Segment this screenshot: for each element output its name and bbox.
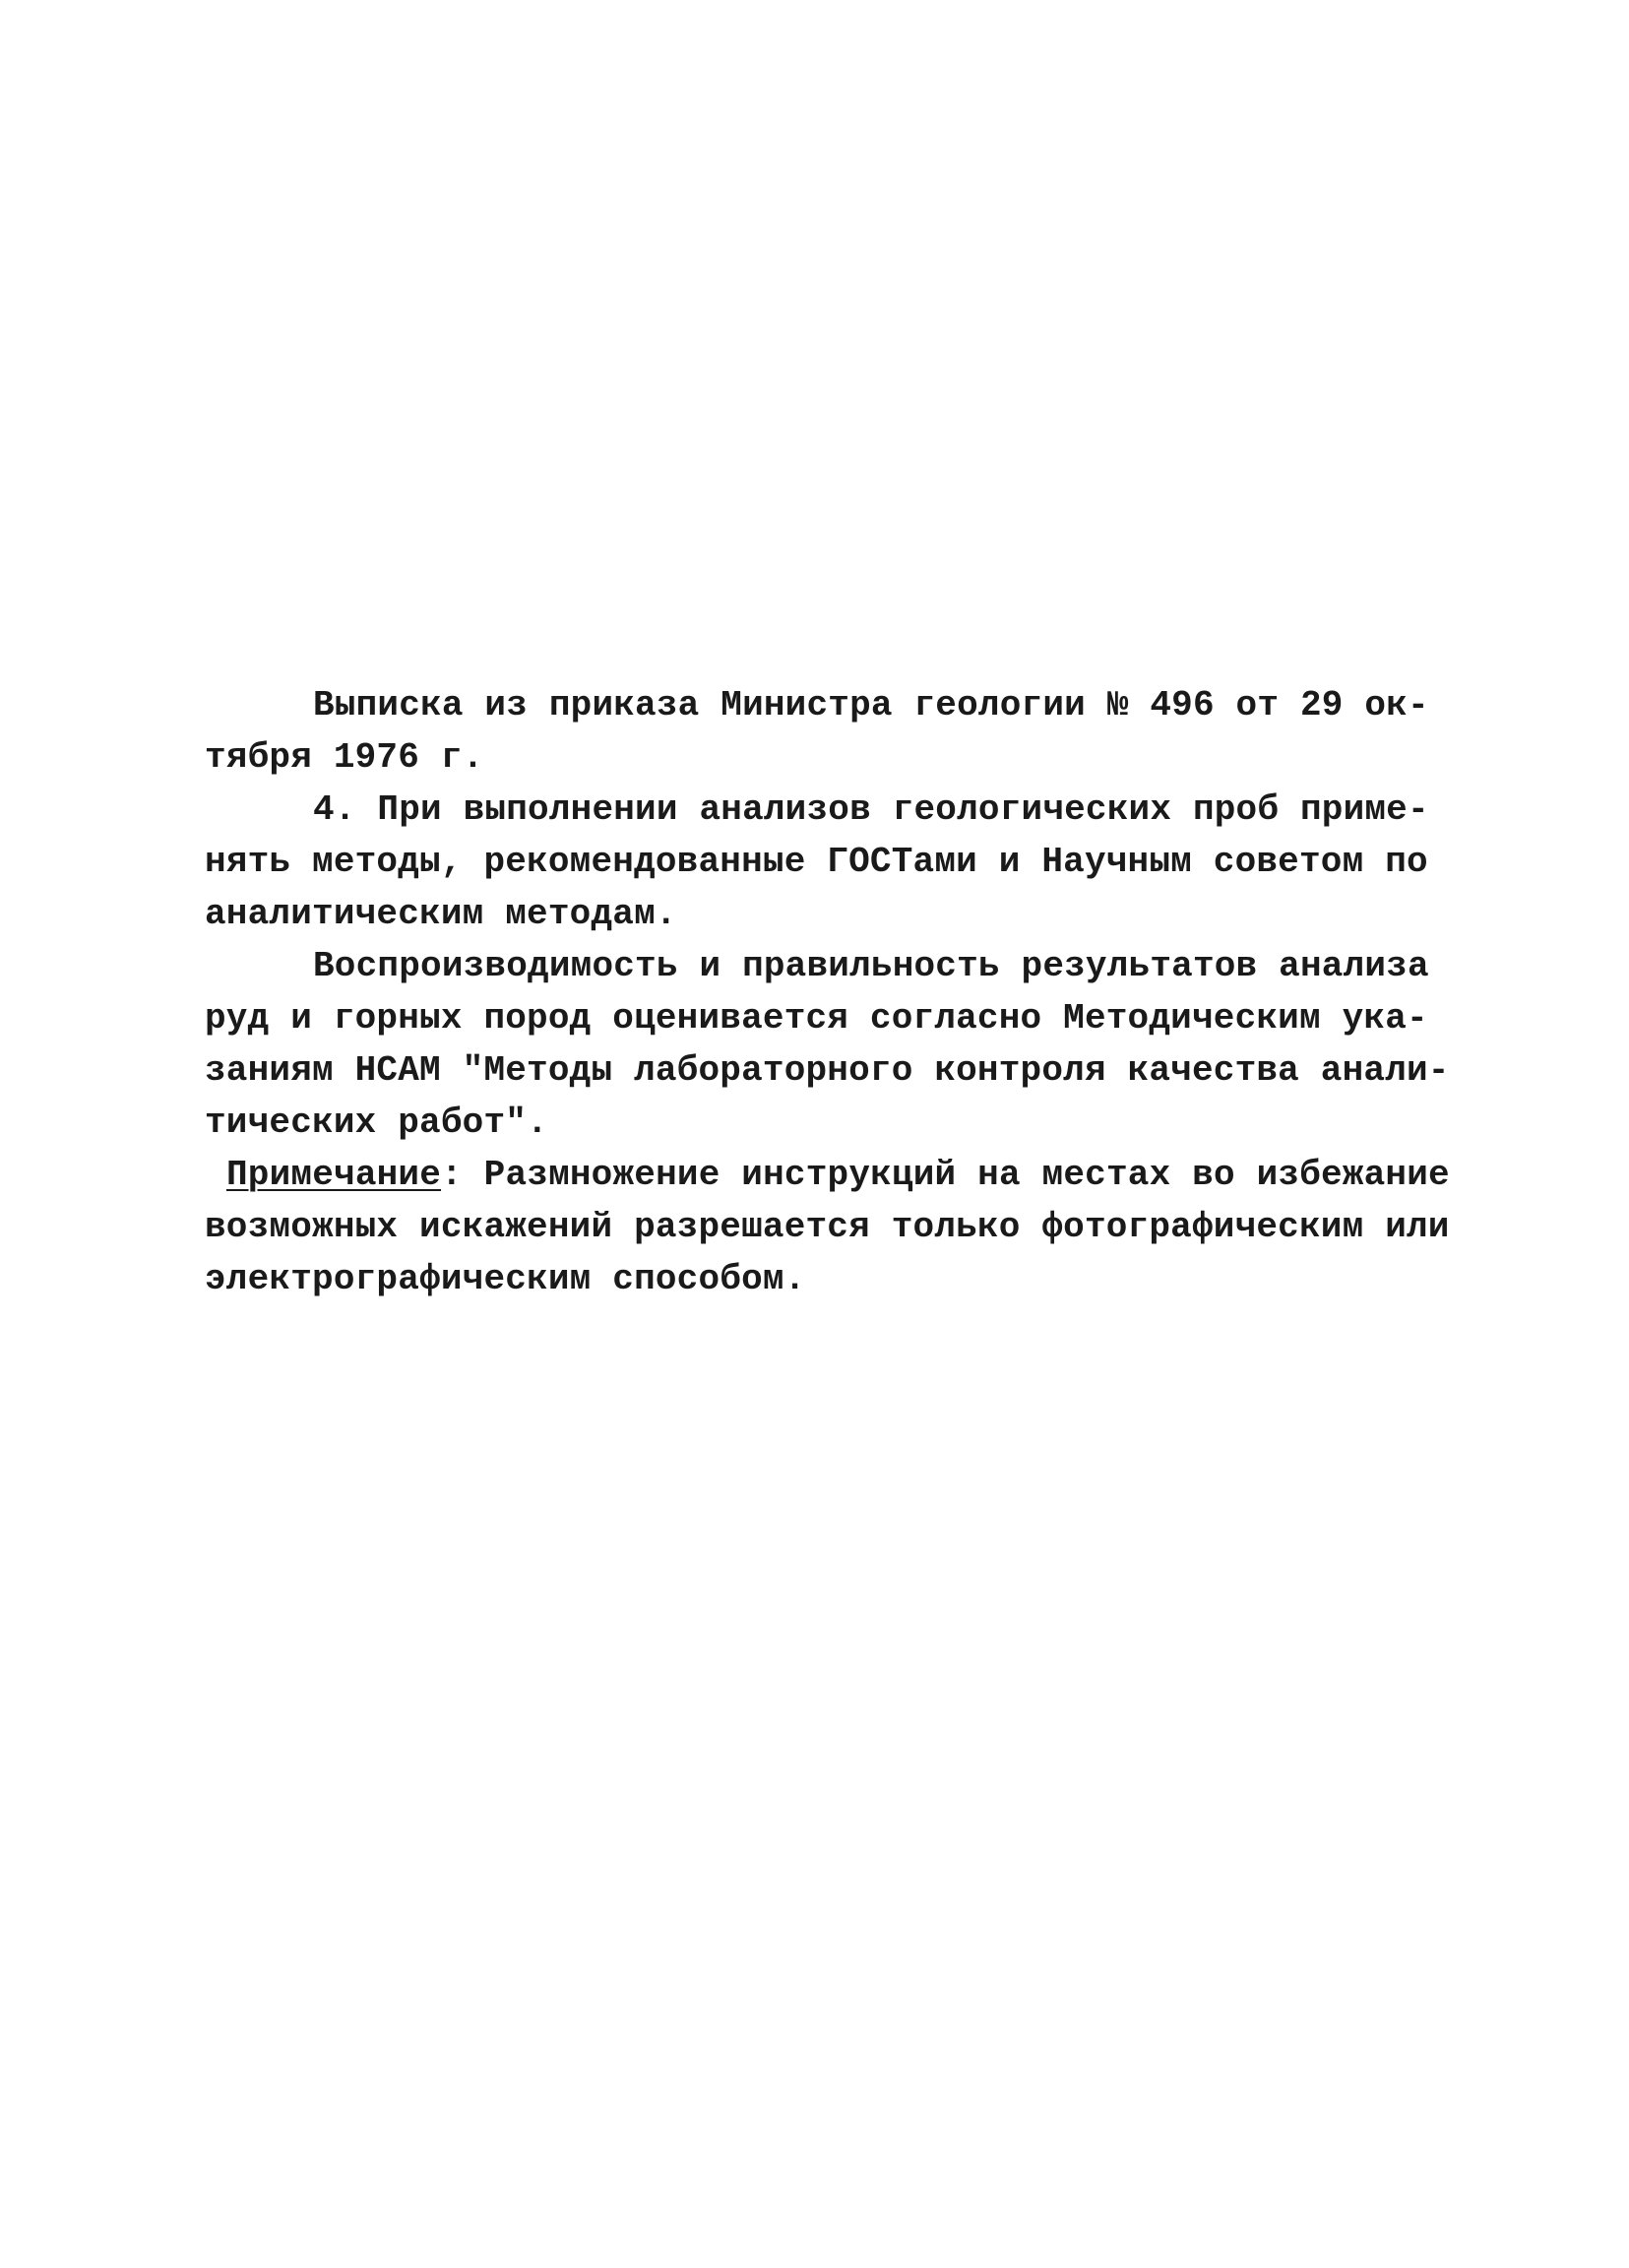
reproducibility-line-1: Воспроизводимость и правильность результатов анализа (313, 946, 1429, 986)
clause-4-line-2: нять методы, рекомендованные ГОСТами и Научным советом по (205, 842, 1428, 882)
note-line-2: возможных искажений разрешается только фотографическим или (205, 1207, 1450, 1247)
note-line-1-text: : Размножение инструкций на местах во избежание (441, 1155, 1450, 1195)
excerpt-heading-line-2: тября 1976 г. (205, 737, 484, 778)
clause-4-line-3: аналитическим методам. (205, 894, 677, 934)
note-line-1 (205, 1149, 1450, 1201)
reproducibility-line-2: руд и горных пород оценивается согласно Методическим ука- (205, 998, 1428, 1039)
clause-4-line-1: 4. При выполнении анализов геологических проб приме- (313, 789, 1429, 830)
note-label: Примечание (226, 1155, 442, 1195)
reproducibility-line-3: заниям НСАМ "Методы лабораторного контроля качества анали- (205, 1050, 1450, 1091)
order-excerpt (205, 679, 1450, 1305)
excerpt-heading-line-1: Выписка из приказа Министра геологии № 496 от 29 ок- (313, 685, 1429, 725)
reproducibility-line-4: тических работ". (205, 1102, 548, 1143)
note-line-3: электрографическим способом. (205, 1259, 806, 1299)
